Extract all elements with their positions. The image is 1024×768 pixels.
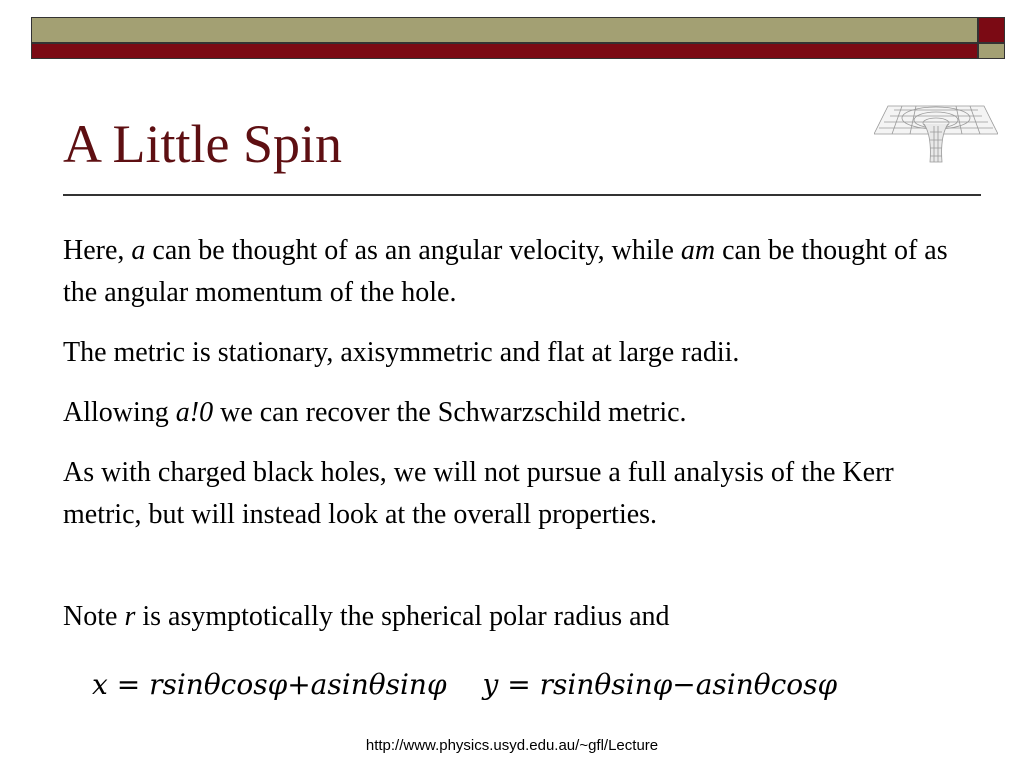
black-hole-funnel-icon xyxy=(874,96,998,168)
coordinate-equations xyxy=(92,668,932,701)
slide-body xyxy=(63,230,973,656)
eq-x-lhs: x xyxy=(92,668,108,701)
eq-y-term-1: rsinθsinφ xyxy=(539,668,673,701)
text-span: can be thought of as the angular momentum of the hole. xyxy=(63,235,948,308)
paragraph-kerr-analysis: As with charged black holes, we will not pursue a full analysis of the Kerr metric, but will instead look at the overall properties. xyxy=(63,457,894,530)
corner-block-olive xyxy=(978,43,1005,59)
text-span: Allowing xyxy=(63,397,176,428)
header-bar-maroon xyxy=(31,43,978,59)
text-span: we can recover the Schwarzschild metric. xyxy=(213,397,687,428)
equation-y: y = rsinθsinφ−asinθcosφ xyxy=(482,668,838,701)
variable-a: a xyxy=(131,235,146,266)
title-divider xyxy=(63,194,981,196)
text-span: can be thought of as an angular velocity, while xyxy=(145,235,681,266)
text-span: Note xyxy=(63,601,125,632)
eq-y-lhs: y xyxy=(482,668,499,701)
text-span: Here, xyxy=(63,235,132,266)
paragraph-schwarzschild xyxy=(63,392,973,434)
footer-url: http://www.physics.usyd.edu.au/~gfl/Lecture xyxy=(365,737,659,754)
variable-am: am xyxy=(680,235,716,266)
slide-title: A Little Spin xyxy=(63,114,343,174)
equation-x: x = rsinθcosφ+asinθsinφ xyxy=(92,668,447,701)
paragraph-angular-velocity xyxy=(63,230,973,314)
eq-x-term-1: rsinθcosφ xyxy=(149,668,288,701)
header-bar-olive xyxy=(31,17,978,43)
paragraph-note-r xyxy=(63,596,973,638)
limit-expression: a!0 xyxy=(175,397,214,428)
eq-x-term-2: asinθsinφ xyxy=(310,668,447,701)
text-span: is asymptotically the spherical polar radius and xyxy=(135,601,670,632)
paragraph-metric-properties: The metric is stationary, axisymmetric and flat at large radii. xyxy=(63,337,740,368)
variable-r: r xyxy=(124,601,136,632)
eq-y-term-2: asinθcosφ xyxy=(695,668,838,701)
corner-block-maroon xyxy=(978,17,1005,43)
